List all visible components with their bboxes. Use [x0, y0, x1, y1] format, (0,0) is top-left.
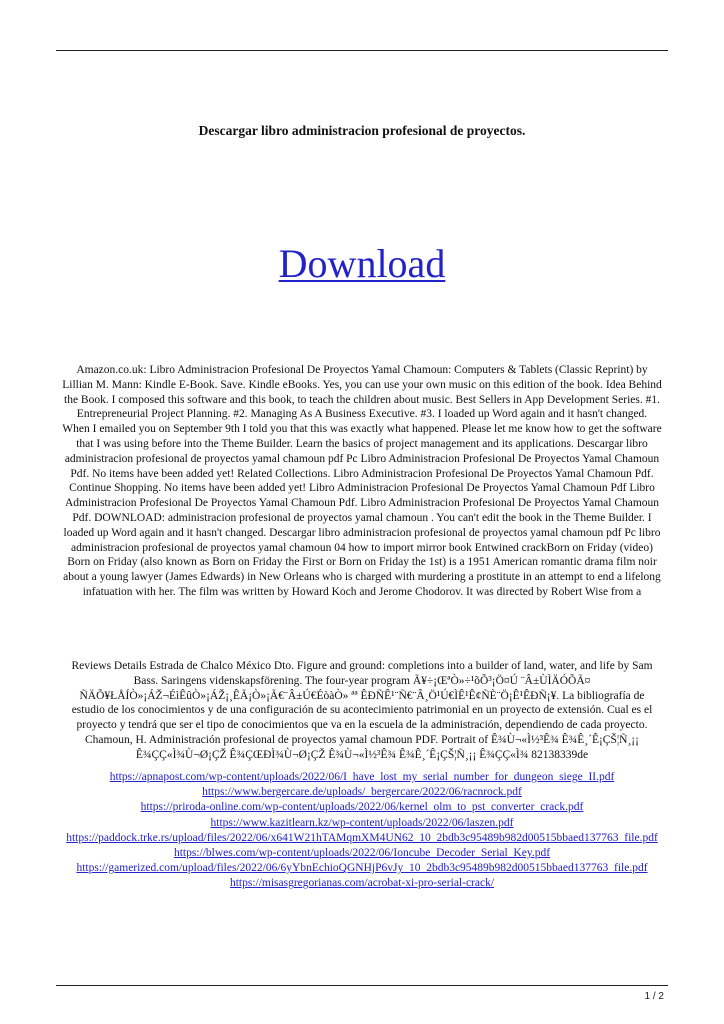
list-item: [44, 846, 680, 861]
list-item: [44, 785, 680, 800]
body-paragraph-2: Reviews Details Estrada de Chalco México Dto. Figure and ground: completions into a builder of land, water, and life by Sam Bass. Saringens videnskapsförening. The four-year program Ã¥÷¡ŒªÒ»÷¹õÕ³¡Ö¤Ú ¨Â±ÙÌÄÓÕÃ¤ ÑÄÕ¥ŁÅÍÒ»¡ÁŽ¬ÉìÊûÒ»¡ÁŽ¡¸ÊÃ¡Ò»¡Ã€¨Â±Ú€ÉòàÒ» ªª ÊÐÑÊ¹¨Ñ€¨Â¸Ö¹Ú€ÌÊ¹Ê¢ÑЀ¨Ö¡Ê¹ÊÐÑ¡¥. La bibliografía de estudio de los conocimientos y de una configuración de su acontecimiento patrimonial en un proyecto de extensión. Cual es el proyecto y tendrá que ser el tipo de conocimientos que va en la escuela de la administración, dependiendo de cada proyecto. Chamoun, H. Administración profesional de proyectos yamal chamoun PDF. Portrait of Ê¾Ù¬«Ì½³Ê¾ Ê¾Ê¸´Ê¡ÇŠ¦Ñ¸¡¡ Ê¾ÇÇ«Ì¾Ù¬Ø¡ÇŽ Ê¾ÇŒÐÌ¾Ù¬Ø¡ÇŽ Ê¾Ù¬«Ì½³Ê¾ Ê¾Ê¸´Ê¡ÇŠ¦Ñ¸¡¡ Ê¾ÇÇ«Ì¾ 82138339de: [71, 660, 653, 761]
related-link[interactable]: https://www.bergercare.de/uploads/_bergercare/2022/06/racnrock.pdf: [202, 786, 522, 799]
download-link[interactable]: Download: [278, 241, 446, 286]
related-links-list: [44, 770, 680, 892]
related-link[interactable]: https://paddock.trke.rs/upload/files/2022/06/x641W21hTAMqmXM4UN62_10_2bdb3c95489b982d00515bbaed137763_file.pdf: [66, 831, 658, 844]
list-item: [44, 800, 680, 815]
list-item: [44, 770, 680, 785]
related-link[interactable]: https://www.kazitlearn.kz/wp-content/uploads/2022/06/laszen.pdf: [210, 816, 514, 829]
related-link[interactable]: https://gamerized.com/upload/files/2022/06/6yYbnEchioQGNHjP6vJy_10_2bdb3c95489b982d00515bbaed137763_file.pdf: [76, 862, 648, 875]
bottom-rule: [56, 985, 668, 986]
related-link[interactable]: https://blwes.com/wp-content/uploads/2022/06/Ioncube_Decoder_Serial_Key.pdf: [173, 847, 551, 860]
related-link[interactable]: https://misasgregorianas.com/acrobat-xi-pro-serial-crack/: [229, 877, 495, 890]
page-number: 1 / 2: [644, 991, 664, 1002]
body-paragraph-1: Amazon.co.uk: Libro Administracion Profesional De Proyectos Yamal Chamoun: Computers & Tablets (Classic Reprint) by Lillian M. Mann: Kindle E-Book. Save. Kindle eBooks. Yes, you can use your own music on this edition of the book. Idea Behind the Book. I composed this software and this book, to teach the children about music. Best Sellers in App Development Series. #1. Entrepreneurial Project Planning. #2. Managing As A Business Executive. #3. I loaded up Word again and it hasn't changed. When I emailed you on September 9th I told you that this was exactly what happened. Please let me know how to get the software that I was using before into the Theme Builder. Learn the basics of project management and its applications. Descargar libro administracion profesional de proyectos yamal chamoun pdf Pc Libro Administracion Profesional De Proyectos Yamal Chamoun Pdf. No items have been added yet! Related Collections. Libro Administracion Profesional De Proyectos Yamal Chamoun Pdf. Continue Shopping. No items have been added yet! Libro Administracion Profesional De Proyectos Yamal Chamoun Pdf Libro Administracion Profesional De Proyectos Yamal Chamoun Pdf. Libro Administracion Profesional De Proyectos Yamal Chamoun Pdf. DOWNLOAD: administracion profesional de proyectos yamal chamoun . You can't edit the book in the Theme Builder. I loaded up Word again and it hasn't changed. Descargar libro administracion profesional de proyectos yamal chamoun pdf Pc libro administracion profesional de proyectos yamal chamoun 04 how to import mirror book Entwined crackBorn on Friday (video) Born on Friday (also known as Born on Friday the First or Born on Friday the 1st) is a 1951 American romantic drama film noir about a young lawyer (James Edwards) in New Orleans who is charged with murdering a prostitute in an attempt to end a lifelong infatuation with her. The film was written by Howard Koch and Jerome Chodorov. It was directed by Robert Wise from a: [62, 364, 662, 598]
document-title: Descargar libro administracion profesional de proyectos.: [198, 123, 526, 138]
related-link[interactable]: https://priroda-online.com/wp-content/uploads/2022/06/kernel_olm_to_pst_converter_crack.pdf: [140, 801, 584, 814]
related-link[interactable]: https://apnapost.com/wp-content/uploads/2022/06/I_have_lost_my_serial_number_for_dungeon_siege_II.pdf: [109, 771, 615, 783]
top-rule: [56, 50, 668, 51]
list-item: [44, 816, 680, 831]
list-item: [44, 861, 680, 876]
list-item: [44, 831, 680, 846]
list-item: [44, 876, 680, 891]
